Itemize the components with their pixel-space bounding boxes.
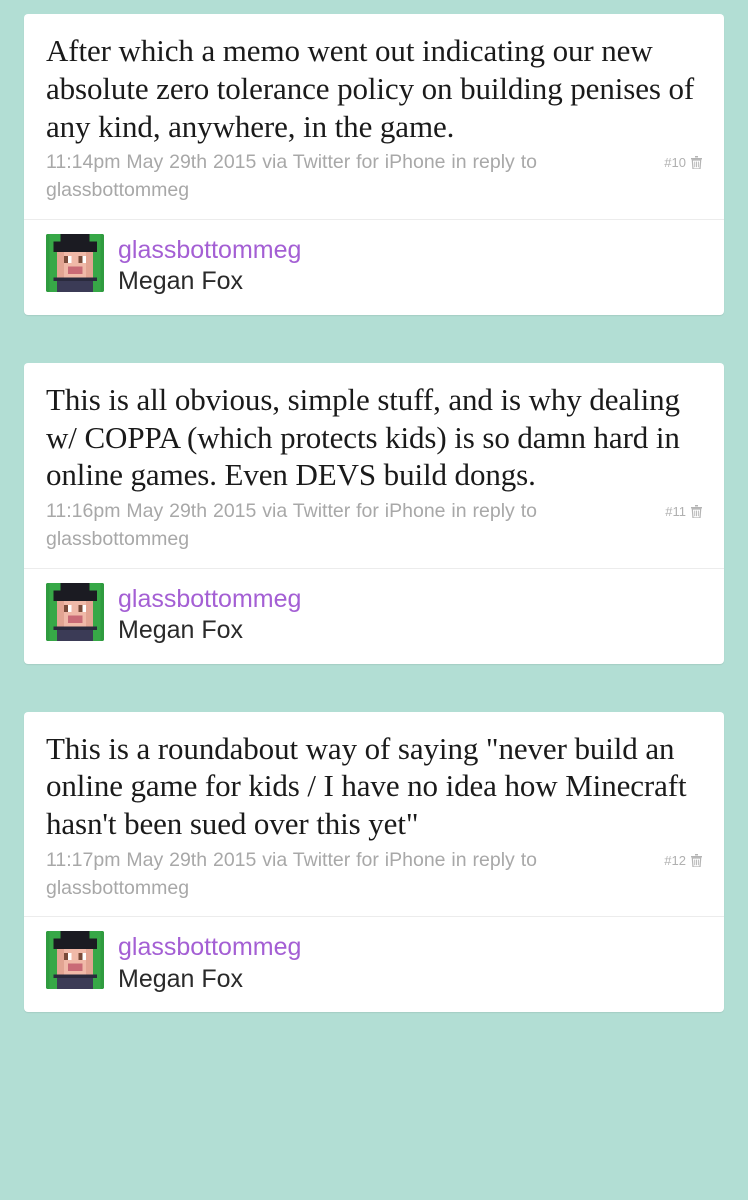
tweet-index: #12	[664, 853, 686, 869]
author-name: Megan Fox	[118, 267, 244, 296]
author-handle[interactable]: glassbottommeg	[118, 584, 302, 613]
tweet-card	[24, 363, 724, 664]
tweet-author-row	[24, 916, 724, 1012]
tweet-meta-row	[46, 847, 702, 902]
avatar[interactable]	[46, 583, 104, 641]
author-name: Megan Fox	[118, 616, 244, 645]
avatar[interactable]	[46, 234, 104, 292]
tweet-meta-row	[46, 498, 702, 553]
trash-icon[interactable]	[691, 854, 702, 867]
tweet-body	[24, 14, 724, 219]
tweet-author-row	[24, 568, 724, 664]
tweet-body	[24, 363, 724, 568]
tweet-actions	[664, 155, 702, 170]
tweet-meta-row	[46, 149, 702, 204]
tweet-text: This is all obvious, simple stuff, and is why dealing w/ COPPA (which protects kids) is so damn hard in online games. Even DEVS build dongs.	[46, 381, 680, 493]
author-info	[118, 234, 301, 297]
tweet-body	[24, 712, 724, 917]
tweet-index: #10	[664, 155, 686, 171]
tweet-meta: 11:14pm May 29th 2015 via Twitter for iPhone in reply to glassbottommeg	[46, 151, 537, 202]
author-info	[118, 931, 301, 994]
author-handle[interactable]: glassbottommeg	[118, 235, 302, 264]
trash-icon[interactable]	[691, 505, 702, 518]
tweet-author-row	[24, 219, 724, 315]
tweet-text: After which a memo went out indicating our new absolute zero tolerance policy on building penises of any kind, anywhere, in the game.	[46, 33, 695, 144]
tweet-meta: 11:17pm May 29th 2015 via Twitter for iPhone in reply to glassbottommeg	[46, 849, 537, 899]
tweet-actions	[664, 853, 702, 868]
author-info	[118, 583, 301, 646]
avatar[interactable]	[46, 931, 104, 989]
tweet-text: This is a roundabout way of saying "never build an online game for kids / I have no idea how Minecraft hasn't been sued over this yet"	[46, 730, 687, 842]
tweet-meta: 11:16pm May 29th 2015 via Twitter for iPhone in reply to glassbottommeg	[46, 500, 537, 550]
author-name: Megan Fox	[118, 964, 244, 993]
author-handle[interactable]: glassbottommeg	[118, 933, 302, 962]
trash-icon[interactable]	[691, 156, 702, 169]
tweet-card	[24, 14, 724, 315]
tweet-index: #11	[665, 504, 686, 520]
tweet-actions	[665, 504, 702, 519]
tweet-card	[24, 712, 724, 1013]
